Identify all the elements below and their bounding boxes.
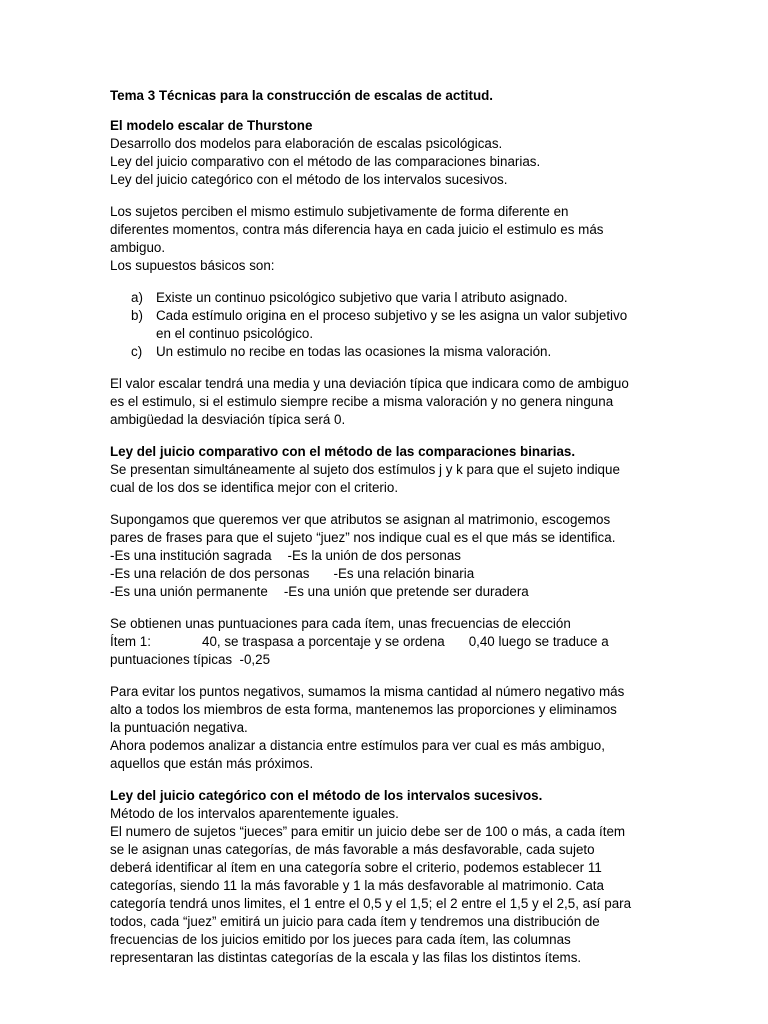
text-line: cual de los dos se identifica mejor con el criterio.	[110, 480, 399, 495]
text-line: aquellos que están más próximos.	[110, 756, 314, 771]
list-item-text: Un estimulo no recibe en todas las ocasiones la misma valoración.	[156, 344, 552, 359]
supuestos-list	[110, 289, 668, 361]
text-line: Ley del juicio categórico con el método de los intervalos sucesivos.	[110, 172, 508, 187]
section-juicio-categorico	[110, 787, 668, 967]
text-line: ambigüedad la desviación típica será 0.	[110, 412, 346, 427]
text-line: representaran las distintas categorías de la escala y las filas los distintos ítems.	[110, 950, 582, 965]
item-line	[110, 633, 668, 651]
list-item-text: en el continuo psicológico.	[156, 326, 314, 341]
text-line: puntuaciones típicas -0,25	[110, 652, 271, 667]
text-line: categoría tendrá unos limites, el 1 entre el 0,5 y el 1,5; el 2 entre el 1,5 y el 2,5, así para	[110, 896, 632, 911]
list-item	[110, 307, 668, 343]
phrase-b: -Es la unión de dos personas	[287, 548, 461, 563]
list-item	[110, 343, 668, 361]
list-marker: b)	[131, 308, 143, 323]
phrase-b: -Es una relación binaria	[333, 566, 475, 581]
text-line: Se obtienen unas puntuaciones para cada ítem, unas frecuencias de elección	[110, 616, 571, 631]
list-marker: a)	[131, 290, 143, 305]
text-line: pares de frases para que el sujeto “juez” nos indique cual es el que más se identifica.	[110, 530, 616, 545]
text-line: categorías, siendo 11 la más favorable y 1 la más desfavorable al matrimonio. Cata	[110, 878, 604, 893]
list-item	[110, 289, 668, 307]
text-line: Supongamos que queremos ver que atributos se asignan al matrimonio, escogemos	[110, 512, 611, 527]
phrase-a: -Es una relación de dos personas	[110, 566, 310, 581]
text-line: deberá identificar al ítem en una categoría sobre el criterio, podemos establecer 11	[110, 860, 602, 875]
paragraph-puntuaciones	[110, 615, 668, 669]
item-text-a: 40, se traspasa a porcentaje y se ordena	[202, 634, 445, 649]
text-line: Los sujetos perciben el mismo estimulo subjetivamente de forma diferente en	[110, 204, 569, 219]
section-heading: El modelo escalar de Thurstone	[110, 118, 313, 133]
phrase-a: -Es una institución sagrada	[110, 548, 272, 563]
text-line: frecuencias de los juicios emitido por los jueces para cada ítem, las columnas	[110, 932, 571, 947]
text-line: Ahora podemos analizar a distancia entre estímulos para ver cual es más ambiguo,	[110, 738, 605, 753]
list-item-text: Cada estímulo origina en el proceso subjetivo y se les asigna un valor subjetivo	[156, 308, 628, 323]
section-heading: Ley del juicio categórico con el método de los intervalos sucesivos.	[110, 788, 543, 803]
paragraph-puntos-negativos	[110, 683, 668, 773]
phrase-pair	[110, 583, 668, 601]
text-line: es el estimulo, si el estimulo siempre recibe a misma valoración y no genera ninguna	[110, 394, 614, 409]
paragraph-ejemplo-matrimonio	[110, 511, 668, 601]
text-line: diferentes momentos, contra más diferencia haya en cada juicio el estimulo es más	[110, 222, 604, 237]
phrase-a: -Es una unión permanente	[110, 584, 268, 599]
text-line: Ley del juicio comparativo con el método de las comparaciones binarias.	[110, 154, 541, 169]
item-text-b: 0,40 luego se traduce a	[468, 634, 609, 649]
phrase-pair	[110, 547, 668, 565]
phrase-pair	[110, 565, 668, 583]
text-line: Para evitar los puntos negativos, sumamos la misma cantidad al número negativo más	[110, 684, 625, 699]
text-line: El numero de sujetos “jueces” para emitir un juicio debe ser de 100 o más, a cada ítem	[110, 824, 626, 839]
paragraph-valor-escalar	[110, 375, 668, 429]
text-line: Los supuestos básicos son:	[110, 258, 275, 273]
section-heading: Ley del juicio comparativo con el método de las comparaciones binarias.	[110, 444, 576, 459]
document-title	[110, 87, 668, 105]
section-juicio-comparativo	[110, 443, 668, 497]
paragraph-supuestos	[110, 203, 668, 275]
section-thurstone	[110, 117, 668, 189]
text-line: todos, cada “juez” emitirá un juicio para cada ítem y tendremos una distribución de	[110, 914, 600, 929]
text-line: Método de los intervalos aparentemente iguales.	[110, 806, 399, 821]
text-line: Desarrollo dos modelos para elaboración de escalas psicológicas.	[110, 136, 503, 151]
text-line: se le asignan unas categorías, de más favorable a más desfavorable, cada sujeto	[110, 842, 595, 857]
item-label: Ítem 1:	[110, 634, 151, 649]
phrase-b: -Es una unión que pretende ser duradera	[283, 584, 529, 599]
list-item-text: Existe un continuo psicológico subjetivo que varia l atributo asignado.	[156, 290, 568, 305]
text-line: El valor escalar tendrá una media y una deviación típica que indicara como de ambiguo	[110, 376, 629, 391]
text-line: ambiguo.	[110, 240, 166, 255]
text-line: la puntuación negativa.	[110, 720, 248, 735]
list-marker: c)	[131, 344, 143, 359]
title-text: Tema 3 Técnicas para la construcción de escalas de actitud.	[110, 88, 494, 103]
text-line: Se presentan simultáneamente al sujeto dos estímulos j y k para que el sujeto indique	[110, 462, 620, 477]
text-line: alto a todos los miembros de esta forma, mantenemos las proporciones y eliminamos	[110, 702, 617, 717]
